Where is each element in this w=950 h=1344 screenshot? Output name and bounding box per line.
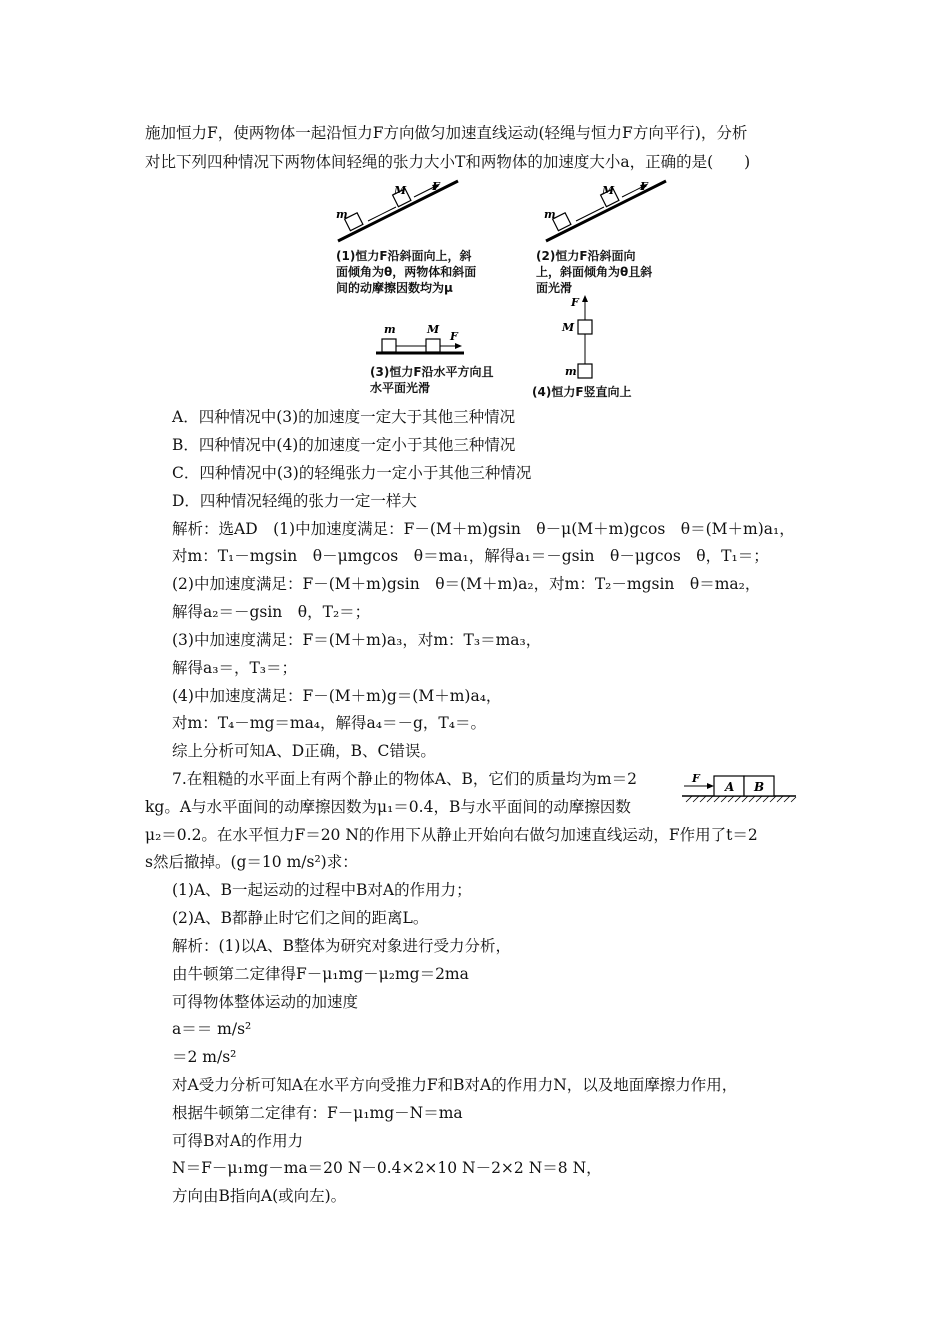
fig1-label-M: M	[394, 184, 407, 197]
solution1-line-7: (4)中加速度满足：F－(M＋m)g＝(M＋m)a₄，	[172, 687, 502, 705]
solution1-line-6: 解得a₃＝，T₃＝；	[172, 659, 298, 677]
solution2-line-2: 由牛顿第二定律得F－μ₁mg－μ₂mg＝2ma	[172, 965, 469, 983]
option-d: D．四种情况轻绳的张力一定一样大	[172, 492, 417, 510]
solution1-line-8: 对m：T₄－mg＝ma₄，解得a₄＝－g，T₄＝。	[172, 714, 486, 732]
solution1-line-2: 对m：T₁－mgsin θ－μmgcos θ＝ma₁，解得a₁＝－gsin θ－μgcos θ，T₁＝；	[172, 547, 769, 565]
fig4-label-m: m	[565, 365, 577, 378]
q7-line-1: 7.在粗糙的水平面上有两个静止的物体A、B，它们的质量均为m＝2	[172, 770, 637, 788]
solution1-line-4: 解得a₂＝－gsin θ，T₂＝；	[172, 603, 371, 621]
fig3-label-m: m	[384, 323, 396, 336]
fig3-label-M: M	[427, 323, 440, 336]
figure-1-incline-friction	[330, 178, 465, 248]
caption-2: (2)恒力F沿斜面向 上，斜面倾角为θ且斜 面光滑	[536, 249, 653, 295]
fig2-label-m: m	[544, 208, 556, 221]
fig1-label-F: F	[432, 180, 440, 193]
solution2-line-10: 方向由B指向A(或向左)。	[172, 1187, 347, 1205]
q7-line-2: kg。A与水平面间的动摩擦因数为μ₁＝0.4，B与水平面间的动摩擦因数	[145, 798, 631, 816]
solution2-line-7: 根据牛顿第二定律有：F－μ₁mg－N＝ma	[172, 1104, 463, 1122]
q7-line-4: s然后撤掉。(g＝10 m/s²)求：	[145, 853, 358, 871]
solution2-line-5: ＝2 m/s²	[172, 1048, 237, 1066]
fig4-label-M: M	[562, 321, 575, 334]
q7-label-F: F	[692, 772, 700, 785]
intro-line-1: 施加恒力F，使两物体一起沿恒力F方向做匀加速直线运动(轻绳与恒力F方向平行)，分析	[145, 124, 748, 142]
solution2-line-4: a＝＝ m/s²	[172, 1020, 252, 1038]
option-a: A．四种情况中(3)的加速度一定大于其他三种情况	[172, 408, 516, 426]
solution2-line-9: N＝F－μ₁mg－ma＝20 N－0.4×2×10 N－2×2 N＝8 N，	[172, 1159, 602, 1177]
solution2-line-3: 可得物体整体运动的加速度	[172, 993, 359, 1011]
figure-2-incline-smooth	[538, 178, 673, 248]
intro-line-2: 对比下列四种情况下两物体间轻绳的张力大小T和两物体的加速度大小a，正确的是( )	[145, 153, 751, 171]
solution1-line-5: (3)中加速度满足：F＝(M＋m)a₃，对m：T₃＝ma₃，	[172, 631, 542, 649]
solution2-line-6: 对A受力分析可知A在水平方向受推力F和B对A的作用力N，以及地面摩擦力作用，	[172, 1076, 738, 1094]
solution2-line-8: 可得B对A的作用力	[172, 1132, 304, 1150]
q7-label-B: B	[754, 780, 765, 794]
q7-line-3: μ₂＝0.2。在水平恒力F＝20 N的作用下从静止开始向右做匀加速直线运动，F作用了t＝2	[145, 826, 758, 844]
solution1-line-3: (2)中加速度满足：F－(M＋m)gsin θ＝(M＋m)a₂，对m：T₂－mgsin θ＝ma₂，	[172, 575, 761, 593]
solution1-line-9: 综上分析可知A、D正确，B、C错误。	[172, 742, 436, 760]
q7-line-5: (1)A、B一起运动的过程中B对A的作用力；	[172, 881, 472, 899]
solution1-line-1: 解析：选AD (1)中加速度满足：F－(M＋m)gsin θ－μ(M＋m)gcos θ＝(M＋m)a₁，	[172, 520, 795, 538]
fig1-label-m: m	[336, 208, 348, 221]
fig2-label-F: F	[640, 180, 648, 193]
fig3-label-F: F	[450, 330, 458, 343]
option-b: B．四种情况中(4)的加速度一定小于其他三种情况	[172, 436, 516, 454]
figure-4-vertical	[556, 292, 606, 382]
q7-line-6: (2)A、B都静止时它们之间的距离L。	[172, 909, 429, 927]
caption-4: (4)恒力F竖直向上	[532, 385, 632, 399]
caption-3: (3)恒力F沿水平方向且 水平面光滑	[370, 365, 494, 395]
solution2-line-1: 解析：(1)以A、B整体为研究对象进行受力分析，	[172, 937, 512, 955]
figure-3-horizontal	[372, 318, 472, 358]
caption-1: (1)恒力F沿斜面向上，斜 面倾角为θ，两物体和斜面 间的动摩擦因数均为μ	[336, 249, 477, 295]
q7-label-A: A	[725, 780, 735, 794]
q7-figure-blocks	[680, 768, 800, 808]
fig2-label-M: M	[602, 184, 615, 197]
option-c: C．四种情况中(3)的轻绳张力一定小于其他三种情况	[172, 464, 532, 482]
fig4-label-F: F	[571, 296, 579, 309]
